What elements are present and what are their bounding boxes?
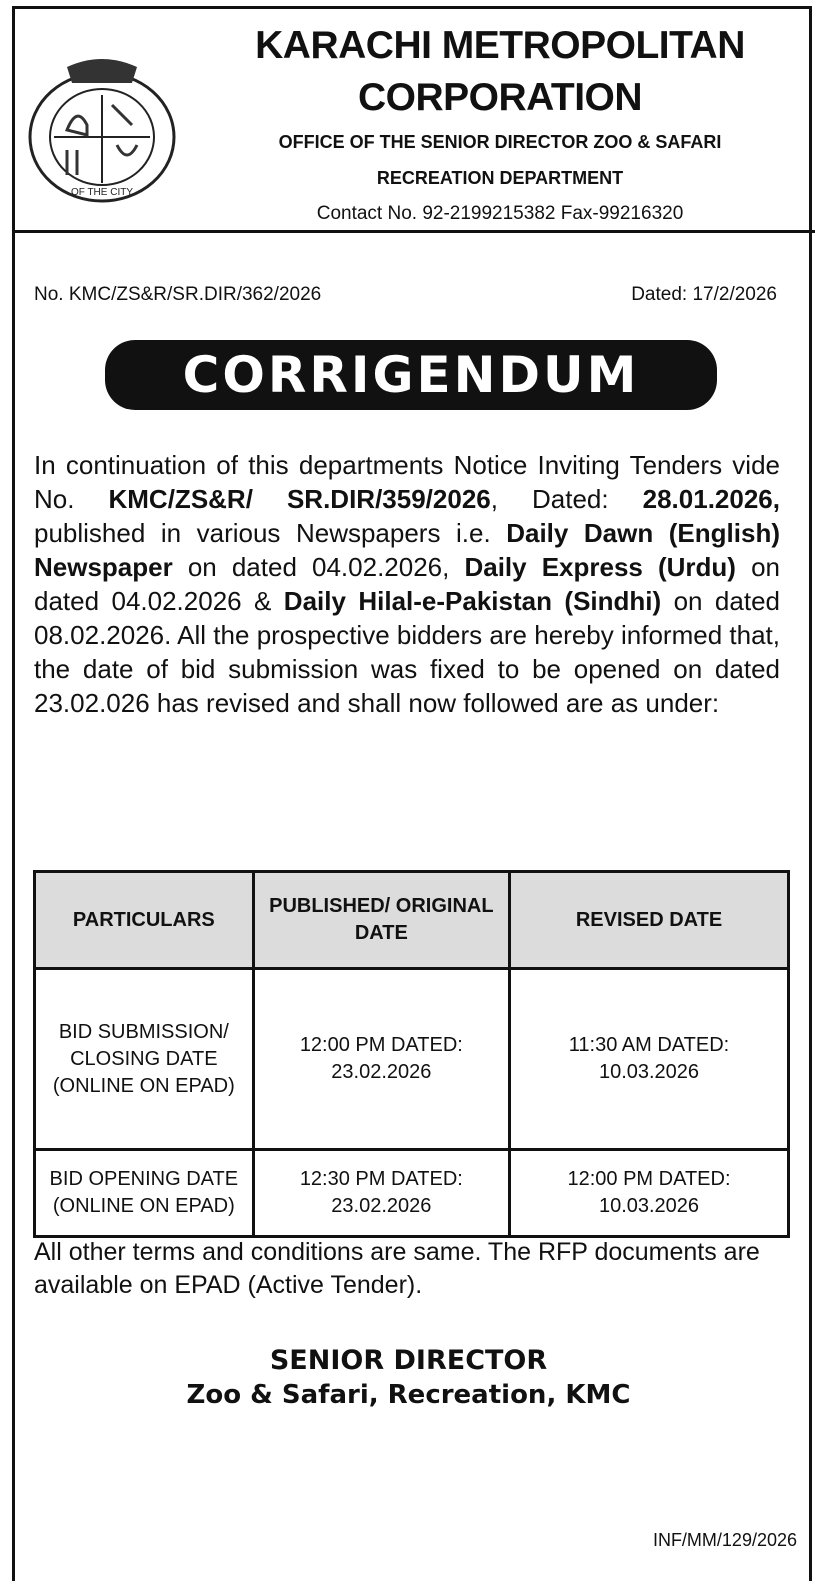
dates-table [33, 870, 790, 1238]
body-text: on dated 04.02.2026 & [34, 552, 780, 616]
col-particulars: PARTICULARS [35, 872, 254, 969]
org-title-line2: CORPORATION [357, 76, 643, 119]
table-row [35, 1150, 789, 1237]
body-bold-text: KMC/ZS&R/ SR.DIR/359/2026 [108, 484, 491, 514]
col-revised-date: REVISED DATE [510, 872, 789, 969]
reference-date: Dated: 17/2/2026 [631, 284, 777, 305]
body-bold-text: Daily Hilal-e-Pakistan (Sindhi) [283, 586, 662, 616]
table-header-row [35, 872, 789, 969]
cell-particulars: BID SUBMISSION/ CLOSING DATE (ONLINE ON EPAD) [35, 969, 254, 1150]
body-text: , Dated: [490, 484, 643, 514]
body-bold-text: Daily Express (Urdu) [464, 552, 736, 582]
corrigendum-banner: CORRIGENDUM [105, 340, 717, 410]
department-name: RECREATION DEPARTMENT [376, 168, 624, 188]
terms-note: All other terms and conditions are same. The RFP documents are available on EPAD (Active Tender). [34, 1238, 760, 1299]
body-bold-text: Daily Dawn (English) Newspaper [34, 518, 780, 582]
reference-number: No. KMC/ZS&R/SR.DIR/362/2026 [34, 284, 322, 305]
cell-revised-date: 11:30 AM DATED: 10.03.2026 [510, 969, 789, 1150]
office-name: OFFICE OF THE SENIOR DIRECTOR ZOO & SAFARI [278, 132, 722, 152]
notice-body [34, 448, 780, 720]
col-original-date: PUBLISHED/ ORIGINAL DATE [253, 872, 509, 969]
header-divider [12, 230, 815, 233]
kmc-seal-logo [22, 55, 182, 205]
body-text: on dated 08.02.2026. All the prospective bidders are hereby informed that, the date of bid submission was fixed to be opened on dated 23.02.026 has revised and shall now followed are as under: [34, 586, 780, 718]
body-text: on dated 04.02.2026, [172, 552, 465, 582]
cell-original-date: 12:00 PM DATED: 23.02.2026 [253, 969, 509, 1150]
signatory-office: Zoo & Safari, Recreation, KMC [186, 1380, 631, 1410]
cell-original-date: 12:30 PM DATED: 23.02.2026 [253, 1150, 509, 1237]
cell-particulars: BID OPENING DATE (ONLINE ON EPAD) [35, 1150, 254, 1237]
table-row [35, 969, 789, 1150]
body-bold-text: 28.01.2026, [642, 484, 780, 514]
body-text: published in various Newspapers i.e. [34, 518, 507, 548]
reference-line [34, 284, 777, 306]
svg-text:OF THE CITY: OF THE CITY [70, 187, 134, 198]
signatory-title: SENIOR DIRECTOR [269, 1345, 548, 1376]
cell-revised-date: 12:00 PM DATED: 10.03.2026 [510, 1150, 789, 1237]
inf-reference: INF/MM/129/2026 [652, 1530, 797, 1550]
contact-info: Contact No. 92-2199215382 Fax-99216320 [316, 203, 684, 224]
body-text: In continuation of this departments Notice Inviting Tenders vide No. [34, 450, 780, 514]
org-title-line1: KARACHI METROPOLITAN [255, 24, 745, 67]
